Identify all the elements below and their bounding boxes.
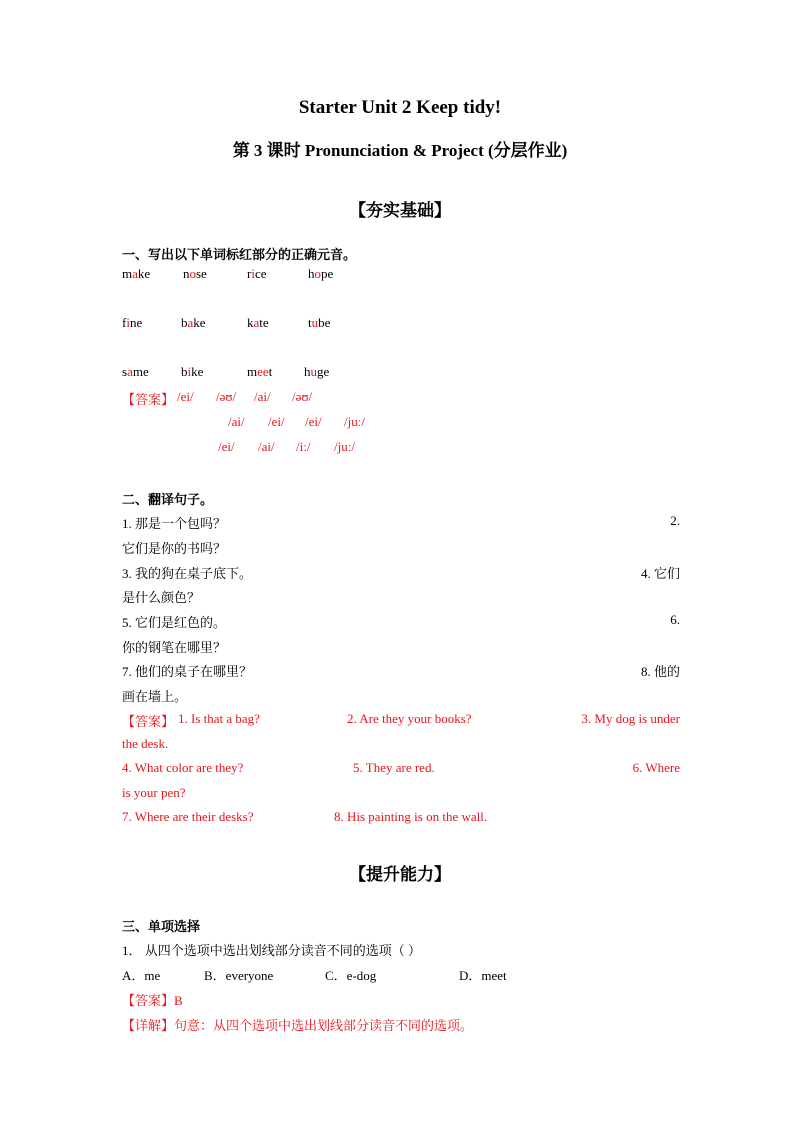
answer-vowel: /ei/	[177, 389, 194, 404]
answer-vowel: /juː/	[334, 439, 355, 454]
answer-6: 6. Where	[632, 760, 680, 775]
option-d: D．meet	[459, 968, 507, 983]
option-b: B．everyone	[204, 968, 274, 983]
answer-label: 【答案】	[122, 392, 175, 407]
page-title: Starter Unit 2 Keep tidy!	[298, 97, 502, 118]
word: tube	[308, 315, 331, 330]
question-2-heading: 二、翻译句子。	[122, 492, 214, 507]
answer-6-cont: is your pen?	[122, 785, 186, 800]
answer-vowel: /əʊ/	[216, 389, 237, 404]
page-subtitle: 第 3 课时 Pronunciation & Project (分层作业)	[232, 141, 568, 160]
answer-vowel: /ai/	[228, 414, 245, 429]
answer-3: 3. My dog is under	[581, 711, 680, 726]
question-3-heading: 三、单项选择	[122, 919, 201, 934]
question-3-1-detail: 【详解】句意：从四个选项中选出划线部分读音不同的选项。	[122, 1018, 474, 1033]
answer-vowel: /juː/	[344, 414, 365, 429]
sentence-line: 5. 它们是红色的。	[122, 615, 227, 630]
answer-4: 4. What color are they?	[122, 760, 244, 775]
word: kate	[247, 315, 269, 330]
answer-5: 5. They are red.	[353, 760, 435, 775]
answer-2: 2. Are they your books?	[347, 711, 472, 726]
sentence-line: 1. 那是一个包吗？	[122, 516, 227, 531]
word: nose	[183, 266, 207, 281]
sentence-line: 7. 他们的桌子在哪里？	[122, 664, 253, 679]
word: meet	[247, 364, 273, 379]
word: make	[122, 266, 151, 281]
answer-vowel: /ai/	[258, 439, 275, 454]
answer-vowel: /əʊ/	[292, 389, 313, 404]
answer-3-cont: the desk.	[122, 736, 169, 751]
sentence-line-end: 6.	[670, 612, 680, 627]
answer-vowel: /ei/	[268, 414, 285, 429]
sentence-line: 它们是你的书吗？	[122, 541, 227, 556]
sentence-line-end: 8. 他的	[640, 664, 680, 679]
sentence-line-end: 2.	[670, 513, 680, 528]
answer-vowel: /ai/	[254, 389, 271, 404]
question-3-1-text: 1． 从四个选项中选出划线部分读音不同的选项（ ）	[122, 943, 422, 958]
section-heading-basic: 【夯实基础】	[349, 201, 451, 220]
word: huge	[304, 364, 330, 379]
option-a: A．me	[122, 968, 161, 983]
section-heading-advanced: 【提升能力】	[349, 865, 451, 884]
word: bike	[181, 364, 204, 379]
word: fine	[122, 315, 143, 330]
answer-vowel: /ei/	[218, 439, 235, 454]
answer-vowel: /iː/	[296, 439, 311, 454]
question-3-1-answer: 【答案】B	[122, 993, 183, 1008]
sentence-line: 画在墙上。	[122, 689, 188, 704]
word: same	[122, 364, 149, 379]
question-1-heading: 一、写出以下单词标红部分的正确元音。	[122, 247, 357, 262]
word: rice	[247, 266, 267, 281]
word: bake	[181, 315, 206, 330]
answer-1: 1. Is that a bag?	[178, 711, 260, 726]
answer-vowel: /ei/	[305, 414, 322, 429]
option-c: C．e-dog	[325, 968, 377, 983]
sentence-line: 是什么颜色？	[122, 590, 201, 605]
answer-8: 8. His painting is on the wall.	[334, 809, 488, 824]
sentence-line: 你的钢笔在哪里？	[122, 640, 227, 655]
answer-7: 7. Where are their desks?	[122, 809, 254, 824]
sentence-line-end: 4. 它们	[640, 566, 680, 581]
word: hope	[308, 266, 334, 281]
sentence-line: 3. 我的狗在桌子底下。	[122, 566, 253, 581]
answer-label: 【答案】	[122, 714, 175, 729]
